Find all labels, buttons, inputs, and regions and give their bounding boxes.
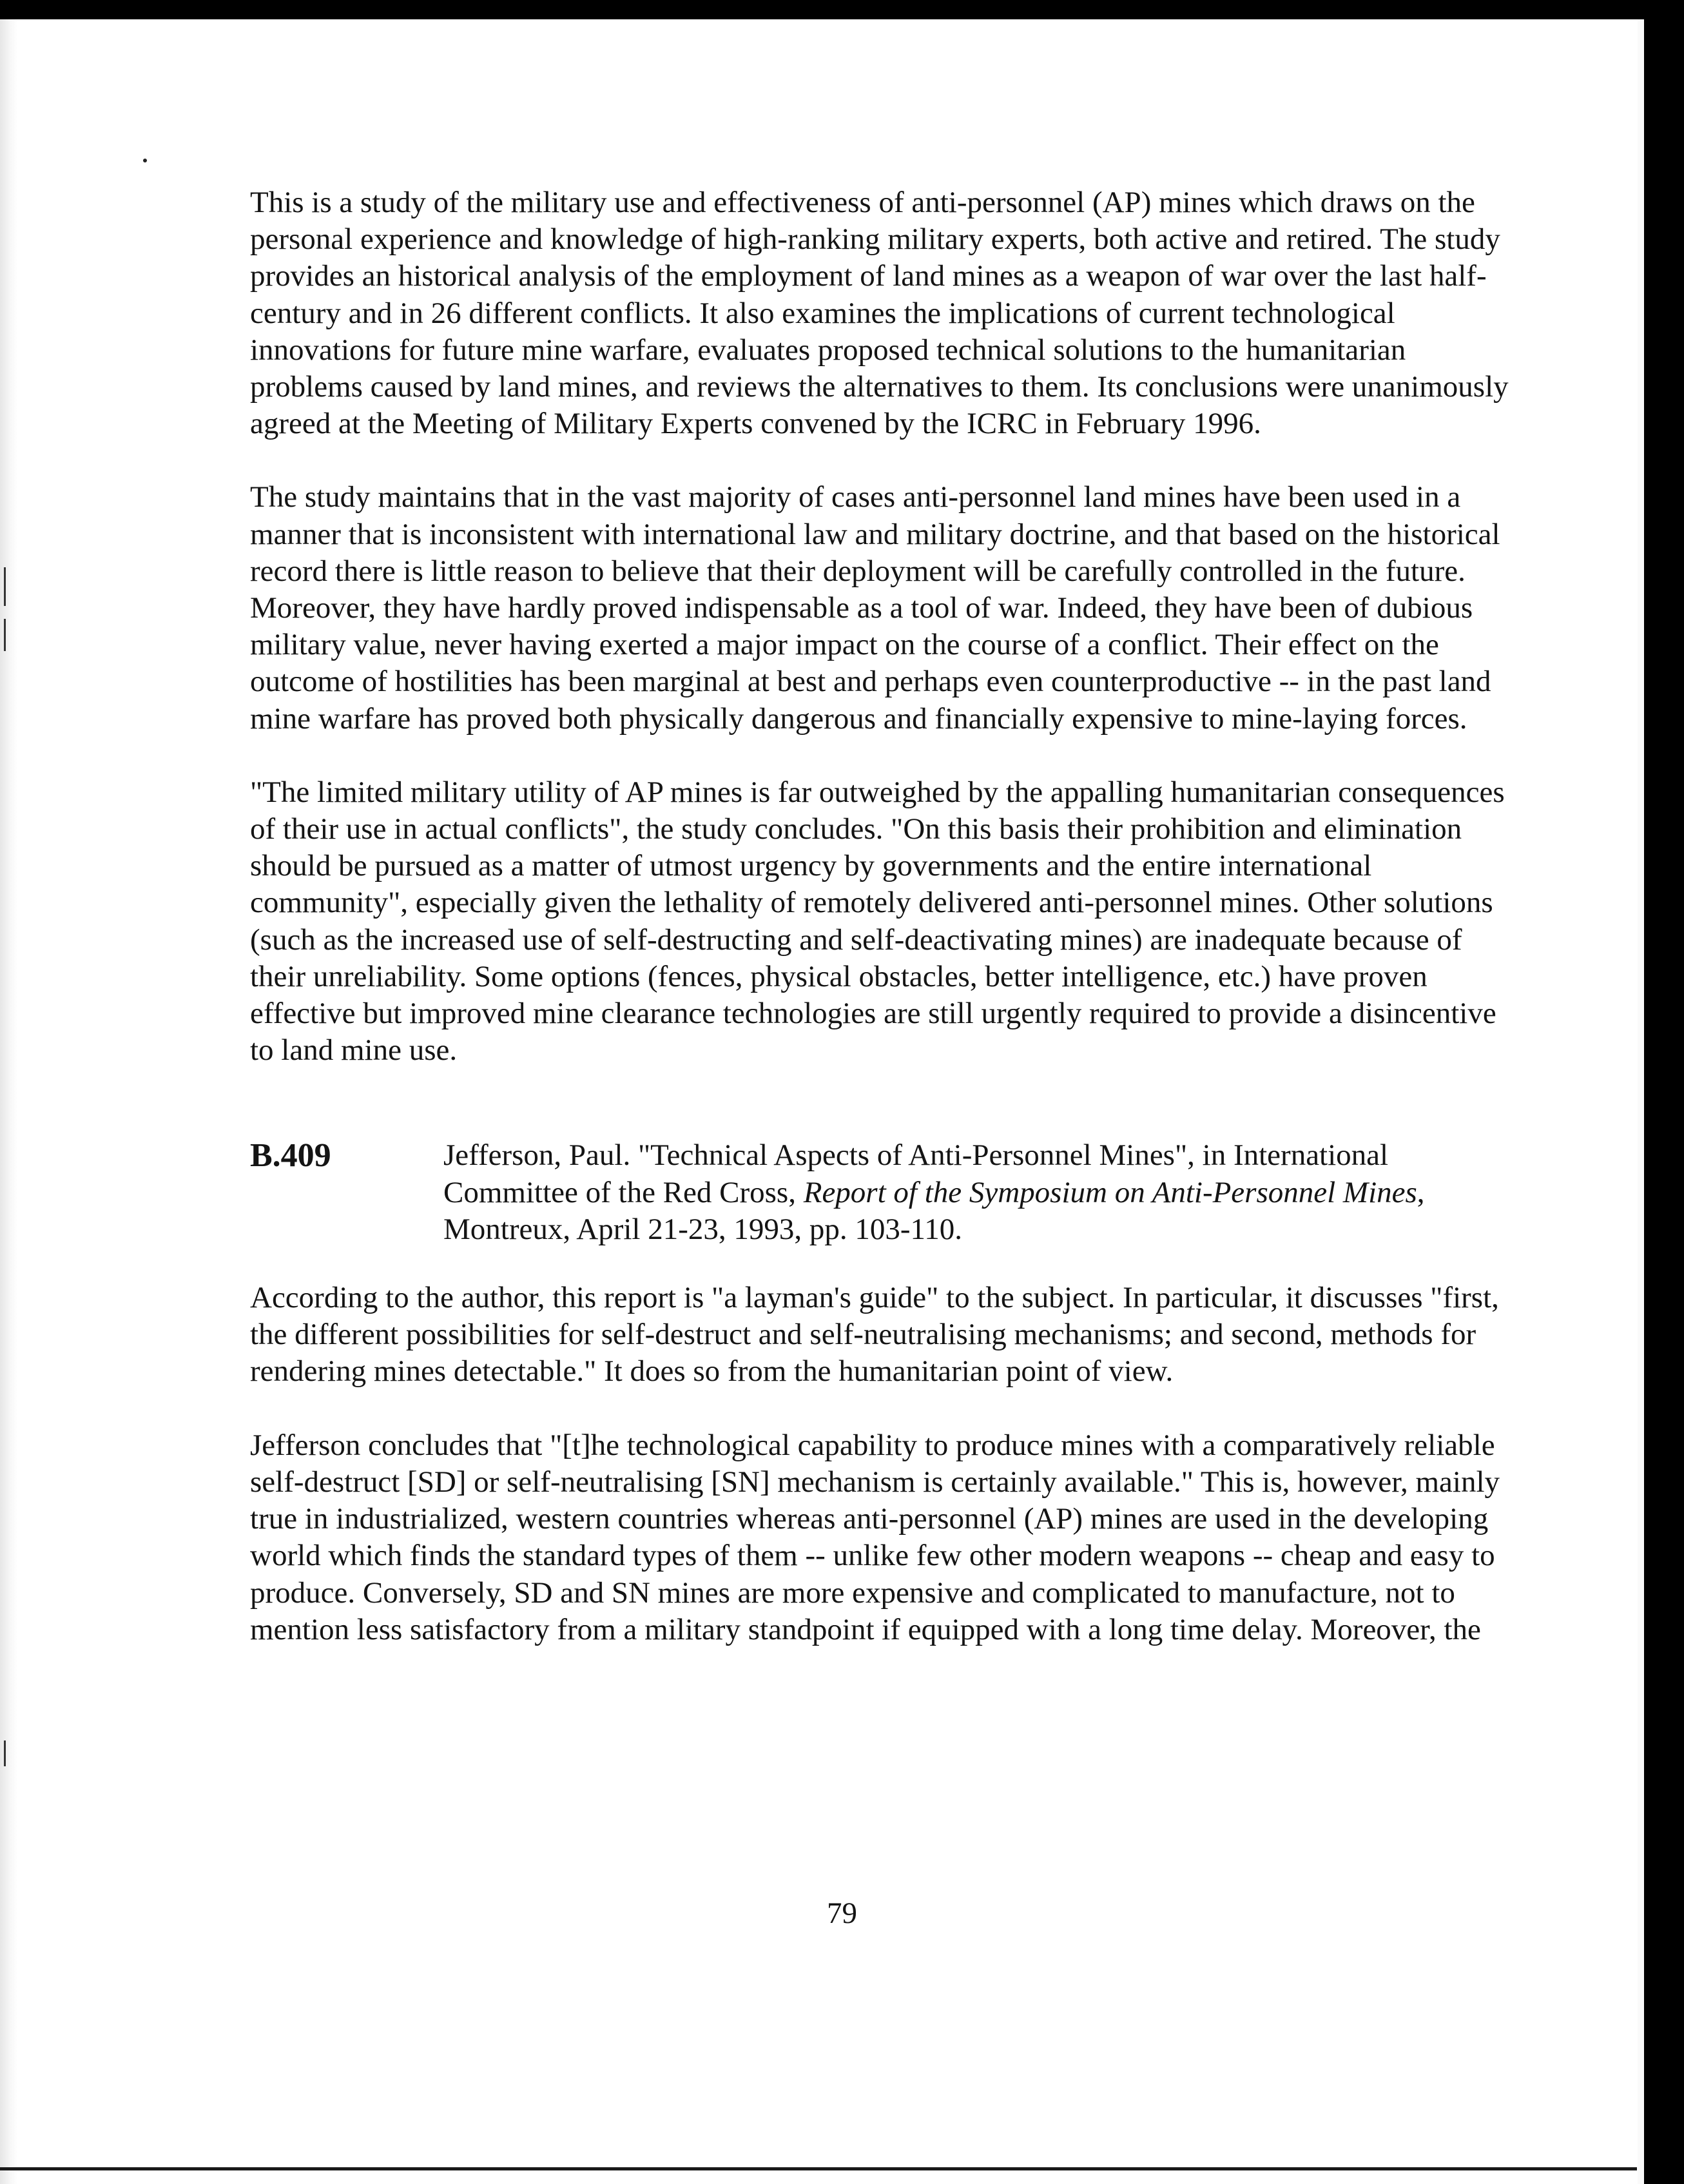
page-number: 79 xyxy=(827,1896,857,1930)
scan-mark xyxy=(4,619,6,651)
document-body xyxy=(250,184,1513,1685)
scan-border-bottom xyxy=(0,2167,1637,2170)
citation-title: Report of the Symposium on Anti-Personnel Mines xyxy=(803,1175,1417,1209)
page-edge-right xyxy=(1638,19,1644,2184)
page-edge-left xyxy=(0,19,18,2184)
scan-border-top xyxy=(0,0,1684,19)
paragraph: "The limited military utility of AP mines is far outweighed by the appalling humanitarian consequences of their use in actual conflicts", the study concludes. "On this basis their prohibition and elimination should be pursued as a matter of utmost urgency by governments and the entire international community", especially given the lethality of remotely delivered anti-personnel mines. Other solutions (such as the increased use of self-destructing and self-deactivating mines) are inadequate because of their unreliability. Some options (fences, physical obstacles, better intelligence, etc.) have proven effective but improved mine clearance technologies are still urgently required to provide a disincentive to land mine use. xyxy=(250,775,1505,1068)
citation-text: Jefferson, Paul. "Technical Aspects of Anti-Personnel Mines", in International Committee of the Red Cross, xyxy=(443,1138,1389,1209)
scan-speck xyxy=(143,159,147,162)
scan-mark xyxy=(4,567,6,606)
paragraph: Jefferson concludes that "[t]he technological capability to produce mines with a comparatively reliable self-destruct [SD] or self-neutralising [SN] mechanism is certainly available." This is, however, mainly true in industrialized, western countries whereas anti-personnel (AP) mines are used in the developing world which finds the standard types of them -- unlike few other modern weapons -- cheap and easy to produce. Conversely, SD and SN mines are more expensive and complicated to manufacture, not to mention less satisfactory from a military standpoint if equipped with a long time delay. Moreover, the xyxy=(250,1428,1500,1646)
paragraph: This is a study of the military use and effectiveness of anti-personnel (AP) mines which draws on the personal experience and knowledge of high-ranking military experts, both active and retired. The study provides an historical analysis of the employment of land mines as a weapon of war over the last half-century and in 26 different conflicts. It also examines the implications of current technological innovations for future mine warfare, evaluates proposed technical solutions to the humanitarian problems caused by land mines, and reviews the alternatives to them. Its conclusions were unanimously agreed at the Meeting of Military Experts convened by the ICRC in February 1996. xyxy=(250,186,1509,441)
scan-border-right xyxy=(1644,0,1684,2184)
citation-text: , Montreux, April 21-23, 1993, pp. 103-110. xyxy=(443,1175,1425,1246)
scan-mark xyxy=(4,1740,6,1766)
paragraph: According to the author, this report is "a layman's guide" to the subject. In particular, it discusses "first, the different possibilities for self-destruct and self-neutralising mechanisms; and second, methods for rendering mines detectable." It does so from the humanitarian point of view. xyxy=(250,1281,1499,1389)
paragraph: The study maintains that in the vast majority of cases anti-personnel land mines have been used in a manner that is inconsistent with international law and military doctrine, and that based on the historical record there is little reason to believe that their deployment will be carefully controlled in the future. Moreover, they have hardly proved indispensable as a tool of war. Indeed, they have been of dubious military value, never having exerted a major impact on the course of a conflict. Their effect on the outcome of hostilities has been marginal at best and perhaps even counterproductive -- in the past land mine warfare has proved both physically dangerous and financially expensive to mine-laying forces. xyxy=(250,480,1500,736)
bibliography-entry xyxy=(250,1137,1513,1248)
entry-id: B.409 xyxy=(250,1137,331,1175)
entry-citation xyxy=(443,1137,1513,1248)
